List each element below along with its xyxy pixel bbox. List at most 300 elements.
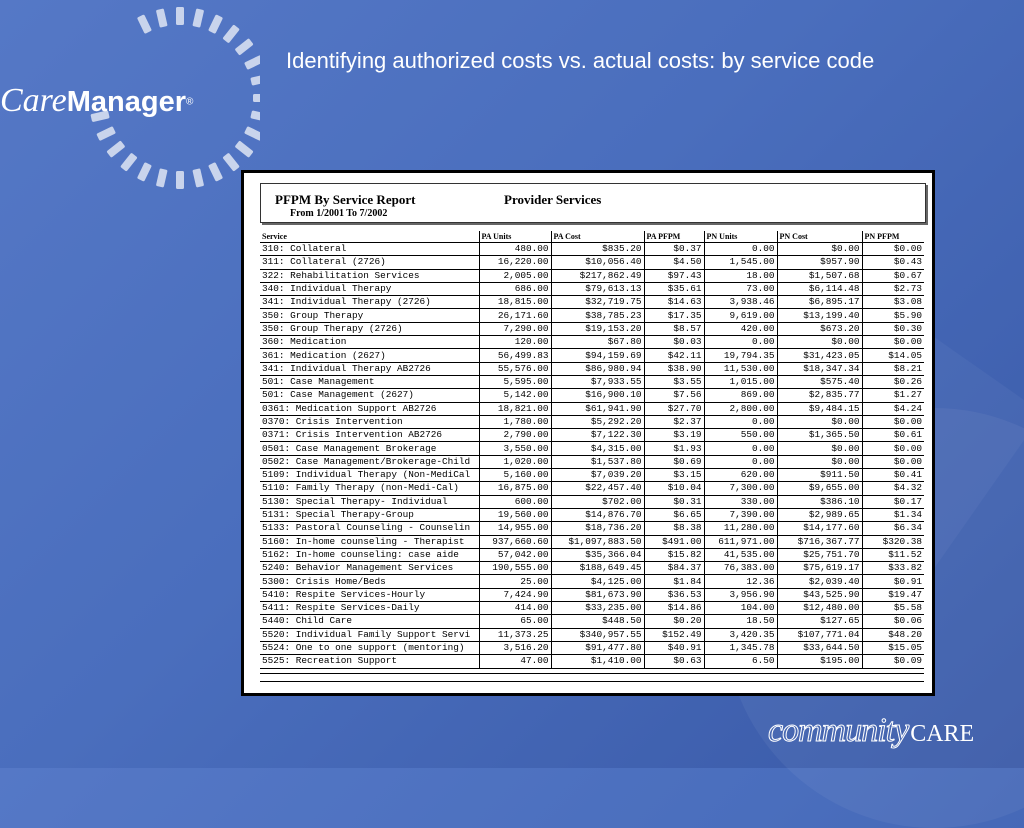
table-row: [260, 415, 924, 428]
logo-ring-dash: [176, 171, 184, 189]
value-cell: $18,347.34: [777, 362, 862, 375]
value-cell: 190,555.00: [479, 562, 551, 575]
value-cell: 3,420.35: [704, 628, 777, 641]
value-cell: 2,005.00: [479, 269, 551, 282]
service-cell: 5130: Special Therapy- Individual: [260, 495, 479, 508]
table-row: [260, 508, 924, 521]
value-cell: 869.00: [704, 389, 777, 402]
value-cell: 5,160.00: [479, 469, 551, 482]
service-cell: 360: Medication: [260, 336, 479, 349]
value-cell: $702.00: [551, 495, 644, 508]
value-cell: $2,039.40: [777, 575, 862, 588]
value-cell: $19,153.20: [551, 322, 644, 335]
value-cell: $33,235.00: [551, 602, 644, 615]
logo-ring-dash: [192, 168, 204, 187]
value-cell: $575.40: [777, 375, 862, 388]
value-cell: $1.34: [862, 508, 924, 521]
value-cell: $0.61: [862, 429, 924, 442]
value-cell: $33.82: [862, 562, 924, 575]
table-row: [260, 375, 924, 388]
service-cell: 5525: Recreation Support: [260, 655, 479, 668]
value-cell: $61,941.90: [551, 402, 644, 415]
service-cell: 5110: Family Therapy (non-Medi-Cal): [260, 482, 479, 495]
table-row: [260, 482, 924, 495]
table-row: [260, 575, 924, 588]
value-cell: 1,345.78: [704, 641, 777, 654]
table-row: [260, 588, 924, 601]
value-cell: $17.35: [644, 309, 704, 322]
care-manager-logo: [0, 82, 193, 120]
report-title: PFPM By Service Report: [275, 192, 416, 207]
report-provider: Provider Services: [504, 192, 602, 207]
value-cell: $7,122.30: [551, 429, 644, 442]
logo-ring-dash: [244, 126, 260, 141]
value-cell: $0.03: [644, 336, 704, 349]
value-cell: 11,280.00: [704, 522, 777, 535]
column-header: PN Cost: [777, 231, 862, 243]
service-cell: 350: Group Therapy (2726): [260, 322, 479, 335]
table-row: [260, 628, 924, 641]
value-cell: $320.38: [862, 535, 924, 548]
value-cell: $14.86: [644, 602, 704, 615]
value-cell: 0.00: [704, 243, 777, 256]
value-cell: $1.84: [644, 575, 704, 588]
value-cell: 11,373.25: [479, 628, 551, 641]
value-cell: $38,785.23: [551, 309, 644, 322]
value-cell: $13,199.40: [777, 309, 862, 322]
logo-ring-dash: [235, 140, 254, 157]
value-cell: 1,015.00: [704, 375, 777, 388]
value-cell: $0.06: [862, 615, 924, 628]
service-cell: 361: Medication (2627): [260, 349, 479, 362]
value-cell: 330.00: [704, 495, 777, 508]
table-row: [260, 296, 924, 309]
value-cell: 2,800.00: [704, 402, 777, 415]
value-cell: 7,290.00: [479, 322, 551, 335]
value-cell: $4.24: [862, 402, 924, 415]
value-cell: $10.04: [644, 482, 704, 495]
value-cell: $2,835.77: [777, 389, 862, 402]
table-row: [260, 336, 924, 349]
value-cell: $2,989.65: [777, 508, 862, 521]
value-cell: $11.52: [862, 548, 924, 561]
value-cell: $5.58: [862, 602, 924, 615]
value-cell: $217,862.49: [551, 269, 644, 282]
value-cell: $12,480.00: [777, 602, 862, 615]
value-cell: $6,114.48: [777, 282, 862, 295]
value-cell: $0.00: [862, 243, 924, 256]
service-cell: 5133: Pastoral Counseling - Counselin: [260, 522, 479, 535]
value-cell: $957.90: [777, 256, 862, 269]
service-cell: 5300: Crisis Home/Beds: [260, 575, 479, 588]
value-cell: $4,315.00: [551, 442, 644, 455]
value-cell: $38.90: [644, 362, 704, 375]
table-row: [260, 615, 924, 628]
value-cell: $911.50: [777, 469, 862, 482]
value-cell: 0.00: [704, 415, 777, 428]
logo-ring-dash: [106, 140, 125, 157]
value-cell: 56,499.83: [479, 349, 551, 362]
value-cell: $0.31: [644, 495, 704, 508]
service-cost-table: [260, 231, 924, 669]
value-cell: $22,457.40: [551, 482, 644, 495]
table-row: [260, 641, 924, 654]
service-cell: 0502: Case Management/Brokerage-Child: [260, 455, 479, 468]
slide-title: Identifying authorized costs vs. actual costs: by service code: [286, 48, 875, 73]
value-cell: 7,300.00: [704, 482, 777, 495]
logo-ring-dash: [208, 162, 223, 182]
value-cell: $7,039.20: [551, 469, 644, 482]
value-cell: $0.41: [862, 469, 924, 482]
value-cell: $0.69: [644, 455, 704, 468]
value-cell: $91,477.80: [551, 641, 644, 654]
value-cell: $4,125.00: [551, 575, 644, 588]
value-cell: 19,794.35: [704, 349, 777, 362]
value-cell: $94,159.69: [551, 349, 644, 362]
value-cell: $31,423.05: [777, 349, 862, 362]
value-cell: $6,895.17: [777, 296, 862, 309]
service-cell: 5411: Respite Services-Daily: [260, 602, 479, 615]
logo-ring-dash: [156, 168, 168, 187]
value-cell: $3.15: [644, 469, 704, 482]
service-cell: 0371: Crisis Intervention AB2726: [260, 429, 479, 442]
logo-registered-mark: ®: [186, 96, 194, 108]
value-cell: $1.27: [862, 389, 924, 402]
service-cell: 311: Collateral (2726): [260, 256, 479, 269]
value-cell: $386.10: [777, 495, 862, 508]
value-cell: $1,097,883.50: [551, 535, 644, 548]
value-cell: $15.05: [862, 641, 924, 654]
value-cell: $107,771.04: [777, 628, 862, 641]
value-cell: 0.00: [704, 455, 777, 468]
value-cell: 18.50: [704, 615, 777, 628]
service-cell: 5440: Child Care: [260, 615, 479, 628]
value-cell: $6.65: [644, 508, 704, 521]
value-cell: $25,751.70: [777, 548, 862, 561]
service-cell: 5524: One to one support (mentoring): [260, 641, 479, 654]
value-cell: 25.00: [479, 575, 551, 588]
value-cell: 1,545.00: [704, 256, 777, 269]
service-cell: 501: Case Management: [260, 375, 479, 388]
value-cell: $0.63: [644, 655, 704, 668]
value-cell: 620.00: [704, 469, 777, 482]
value-cell: $84.37: [644, 562, 704, 575]
logo-ring-dash: [137, 14, 152, 34]
value-cell: 3,956.90: [704, 588, 777, 601]
value-cell: $75,619.17: [777, 562, 862, 575]
logo-ring-dash: [250, 110, 260, 122]
value-cell: $0.26: [862, 375, 924, 388]
value-cell: $2.37: [644, 415, 704, 428]
value-cell: 16,875.00: [479, 482, 551, 495]
service-cell: 341: Individual Therapy AB2726: [260, 362, 479, 375]
value-cell: 6.50: [704, 655, 777, 668]
service-cell: 0370: Crisis Intervention: [260, 415, 479, 428]
value-cell: 14,955.00: [479, 522, 551, 535]
column-header: PN PFPM: [862, 231, 924, 243]
table-row: [260, 349, 924, 362]
table-row: [260, 429, 924, 442]
report-date-range: From 1/2001 To 7/2002: [290, 208, 388, 219]
table-row: [260, 442, 924, 455]
logo-ring-dash: [192, 8, 204, 27]
logo-ring-dash: [176, 7, 184, 25]
value-cell: $152.49: [644, 628, 704, 641]
service-cell: 5162: In-home counseling: case aide: [260, 548, 479, 561]
value-cell: $42.11: [644, 349, 704, 362]
value-cell: $0.00: [777, 455, 862, 468]
logo-ring-dash: [235, 38, 254, 55]
value-cell: 55,576.00: [479, 362, 551, 375]
value-cell: 0.00: [704, 442, 777, 455]
value-cell: $716,367.77: [777, 535, 862, 548]
value-cell: 1,020.00: [479, 455, 551, 468]
value-cell: $673.20: [777, 322, 862, 335]
value-cell: $0.67: [862, 269, 924, 282]
value-cell: $9,655.00: [777, 482, 862, 495]
value-cell: 3,550.00: [479, 442, 551, 455]
value-cell: $0.00: [862, 455, 924, 468]
logo-care-caps-text: CARE: [910, 721, 975, 747]
table-row: [260, 495, 924, 508]
value-cell: $8.21: [862, 362, 924, 375]
value-cell: 5,142.00: [479, 389, 551, 402]
value-cell: $2.73: [862, 282, 924, 295]
value-cell: $3.08: [862, 296, 924, 309]
table-body: [260, 243, 924, 669]
service-cell: 341: Individual Therapy (2726): [260, 296, 479, 309]
value-cell: $7,933.55: [551, 375, 644, 388]
value-cell: $0.17: [862, 495, 924, 508]
value-cell: $835.20: [551, 243, 644, 256]
value-cell: 7,390.00: [704, 508, 777, 521]
report-header: [260, 183, 926, 223]
value-cell: 0.00: [704, 336, 777, 349]
value-cell: $15.82: [644, 548, 704, 561]
value-cell: $1,365.50: [777, 429, 862, 442]
column-header: PA Units: [479, 231, 551, 243]
value-cell: $35,366.04: [551, 548, 644, 561]
value-cell: 3,516.20: [479, 641, 551, 654]
value-cell: 611,971.00: [704, 535, 777, 548]
column-header: PA Cost: [551, 231, 644, 243]
logo-ring-dash: [253, 94, 260, 102]
value-cell: 76,383.00: [704, 562, 777, 575]
value-cell: $35.61: [644, 282, 704, 295]
value-cell: 41,535.00: [704, 548, 777, 561]
service-cell: 5160: In-home counseling - Therapist: [260, 535, 479, 548]
value-cell: $0.00: [777, 442, 862, 455]
table-row: [260, 469, 924, 482]
value-cell: $340,957.55: [551, 628, 644, 641]
report-document: [241, 170, 935, 696]
table-row: [260, 455, 924, 468]
value-cell: 600.00: [479, 495, 551, 508]
value-cell: 104.00: [704, 602, 777, 615]
value-cell: $32,719.75: [551, 296, 644, 309]
value-cell: $14.05: [862, 349, 924, 362]
value-cell: $1.93: [644, 442, 704, 455]
table-row: [260, 535, 924, 548]
value-cell: $0.30: [862, 322, 924, 335]
value-cell: 18,821.00: [479, 402, 551, 415]
value-cell: $0.00: [862, 336, 924, 349]
column-header: PA PFPM: [644, 231, 704, 243]
value-cell: $0.00: [777, 415, 862, 428]
value-cell: $195.00: [777, 655, 862, 668]
table-row: [260, 389, 924, 402]
service-cell: 5240: Behavior Management Services: [260, 562, 479, 575]
value-cell: $36.53: [644, 588, 704, 601]
value-cell: $8.38: [644, 522, 704, 535]
column-header: PN Units: [704, 231, 777, 243]
logo-care-text: Care: [0, 82, 67, 119]
value-cell: $1,537.80: [551, 455, 644, 468]
column-header: Service: [260, 231, 479, 243]
service-cell: 322: Rehabilitation Services: [260, 269, 479, 282]
value-cell: $43,525.90: [777, 588, 862, 601]
value-cell: $3.19: [644, 429, 704, 442]
value-cell: 19,560.00: [479, 508, 551, 521]
service-cell: 5410: Respite Services-Hourly: [260, 588, 479, 601]
logo-ring-dash: [156, 8, 168, 27]
value-cell: $14,177.60: [777, 522, 862, 535]
value-cell: 1,780.00: [479, 415, 551, 428]
value-cell: $0.91: [862, 575, 924, 588]
value-cell: $8.57: [644, 322, 704, 335]
value-cell: $81,673.90: [551, 588, 644, 601]
value-cell: $0.20: [644, 615, 704, 628]
value-cell: 7,424.90: [479, 588, 551, 601]
value-cell: $1,507.68: [777, 269, 862, 282]
value-cell: $7.56: [644, 389, 704, 402]
value-cell: $188,649.45: [551, 562, 644, 575]
value-cell: 73.00: [704, 282, 777, 295]
service-cell: 340: Individual Therapy: [260, 282, 479, 295]
logo-ring-dash: [244, 55, 260, 70]
value-cell: 420.00: [704, 322, 777, 335]
logo-manager-text: Manager: [66, 86, 187, 118]
value-cell: $14,876.70: [551, 508, 644, 521]
value-cell: $6.34: [862, 522, 924, 535]
value-cell: $97.43: [644, 269, 704, 282]
value-cell: $18,736.20: [551, 522, 644, 535]
service-cell: 310: Collateral: [260, 243, 479, 256]
value-cell: 414.00: [479, 602, 551, 615]
value-cell: $67.80: [551, 336, 644, 349]
value-cell: $3.55: [644, 375, 704, 388]
table-row: [260, 602, 924, 615]
logo-community-text: community: [768, 712, 909, 749]
table-row: [260, 282, 924, 295]
service-cell: 0501: Case Management Brokerage: [260, 442, 479, 455]
community-care-logo: [768, 712, 974, 750]
table-row: [260, 362, 924, 375]
table-row: [260, 402, 924, 415]
value-cell: $5,292.20: [551, 415, 644, 428]
value-cell: $40.91: [644, 641, 704, 654]
logo-ring-dash: [120, 153, 137, 172]
value-cell: $33,644.50: [777, 641, 862, 654]
value-cell: $4.32: [862, 482, 924, 495]
value-cell: $0.09: [862, 655, 924, 668]
value-cell: 47.00: [479, 655, 551, 668]
value-cell: 480.00: [479, 243, 551, 256]
value-cell: $14.63: [644, 296, 704, 309]
table-row: [260, 562, 924, 575]
value-cell: $0.43: [862, 256, 924, 269]
table-header-row: [260, 231, 924, 243]
table-row: [260, 243, 924, 256]
value-cell: $19.47: [862, 588, 924, 601]
report-bottom-rule-2: [260, 681, 924, 682]
value-cell: 9,619.00: [704, 309, 777, 322]
table-row: [260, 522, 924, 535]
service-cell: 5109: Individual Therapy (Non-MediCal: [260, 469, 479, 482]
value-cell: $48.20: [862, 628, 924, 641]
logo-ring-dash: [222, 24, 239, 43]
value-cell: $0.00: [862, 415, 924, 428]
service-cell: 0361: Medication Support AB2726: [260, 402, 479, 415]
value-cell: 26,171.60: [479, 309, 551, 322]
value-cell: 18,815.00: [479, 296, 551, 309]
value-cell: $0.00: [777, 336, 862, 349]
logo-ring-dash: [250, 74, 260, 86]
value-cell: $5.90: [862, 309, 924, 322]
value-cell: $4.50: [644, 256, 704, 269]
value-cell: $127.65: [777, 615, 862, 628]
table-row: [260, 256, 924, 269]
value-cell: 5,595.00: [479, 375, 551, 388]
value-cell: 11,530.00: [704, 362, 777, 375]
value-cell: 57,042.00: [479, 548, 551, 561]
value-cell: $448.50: [551, 615, 644, 628]
value-cell: 12.36: [704, 575, 777, 588]
value-cell: $16,900.10: [551, 389, 644, 402]
table-row: [260, 322, 924, 335]
value-cell: 120.00: [479, 336, 551, 349]
value-cell: $9,484.15: [777, 402, 862, 415]
value-cell: $491.00: [644, 535, 704, 548]
value-cell: $1,410.00: [551, 655, 644, 668]
value-cell: $86,980.94: [551, 362, 644, 375]
report-bottom-rule: [260, 673, 924, 674]
value-cell: $0.00: [777, 243, 862, 256]
value-cell: 3,938.46: [704, 296, 777, 309]
value-cell: 65.00: [479, 615, 551, 628]
logo-ring-dash: [208, 14, 223, 34]
value-cell: $27.70: [644, 402, 704, 415]
logo-ring-dash: [222, 153, 239, 172]
service-cell: 501: Case Management (2627): [260, 389, 479, 402]
value-cell: 686.00: [479, 282, 551, 295]
value-cell: 18.00: [704, 269, 777, 282]
logo-ring-dash: [137, 162, 152, 182]
value-cell: $0.00: [862, 442, 924, 455]
table-row: [260, 309, 924, 322]
table-row: [260, 548, 924, 561]
value-cell: $10,056.40: [551, 256, 644, 269]
value-cell: 16,220.00: [479, 256, 551, 269]
table-row: [260, 655, 924, 668]
table-row: [260, 269, 924, 282]
service-cell: 5131: Special Therapy-Group: [260, 508, 479, 521]
value-cell: $79,613.13: [551, 282, 644, 295]
service-cell: 5520: Individual Family Support Servi: [260, 628, 479, 641]
service-cell: 350: Group Therapy: [260, 309, 479, 322]
value-cell: 937,660.60: [479, 535, 551, 548]
logo-ring-dash: [96, 126, 116, 141]
